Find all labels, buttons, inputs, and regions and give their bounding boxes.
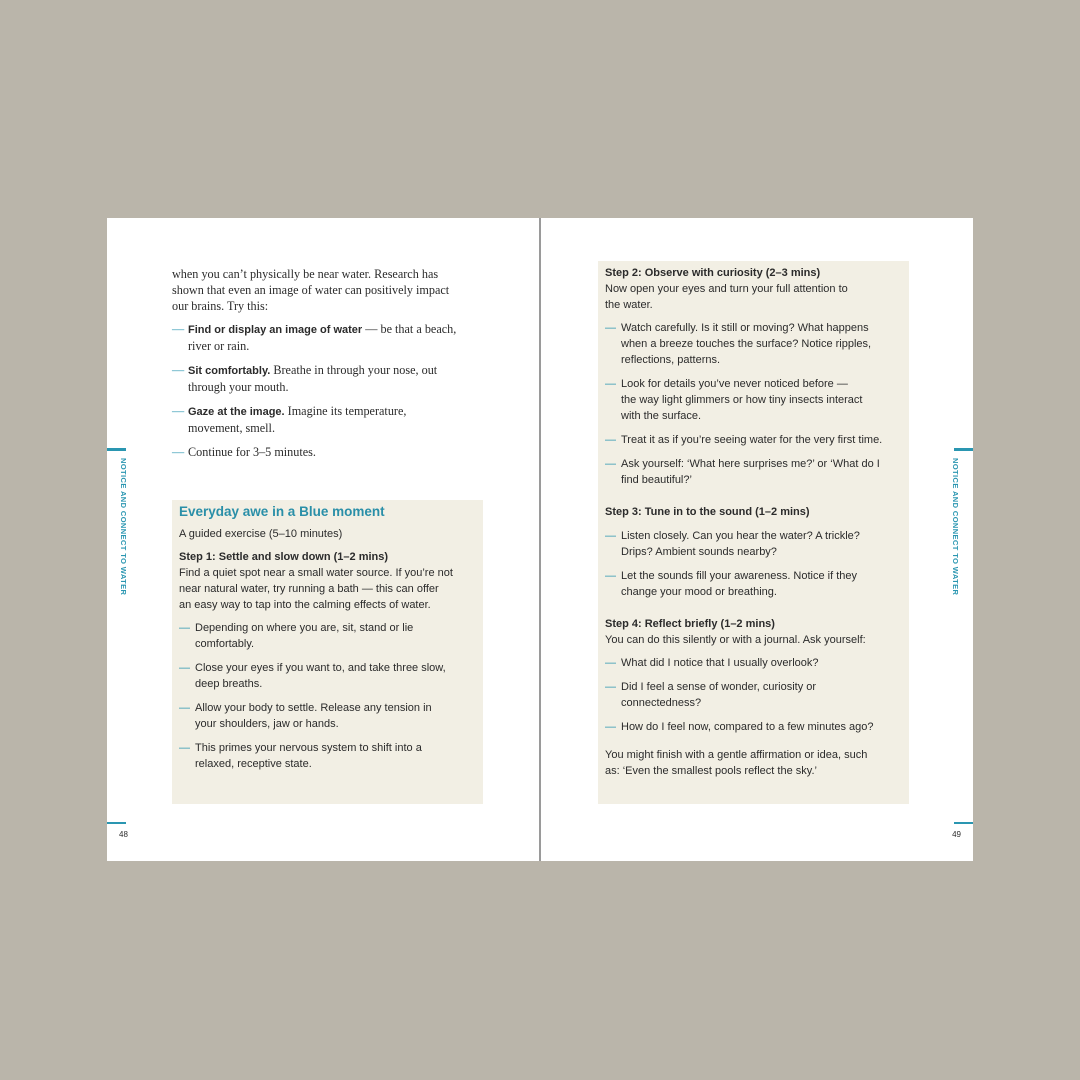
list-item: — How do I feel now, compared to a few minutes ago? [605, 721, 874, 733]
step-title: Step 4: Reflect briefly (1–2 mins) [605, 618, 775, 630]
dash-marker: — [605, 570, 616, 582]
dash-marker: — [605, 681, 616, 693]
tab-accent-line [954, 448, 973, 451]
dash-marker: — [172, 322, 185, 336]
dash-marker: — [172, 445, 185, 459]
list-item: — Find or display an image of water — be that a beach, river or rain. [172, 322, 457, 353]
dash-marker: — [172, 363, 185, 377]
folio-accent-line [107, 822, 126, 824]
dash-marker: — [605, 378, 616, 390]
list-item: — Allow your body to settle. Release any tension in your shoulders, jaw or hands. [179, 702, 432, 730]
closing-paragraph: You might finish with a gentle affirmation or idea, such as: ‘Even the smallest pools reflect the sky.’ [605, 749, 868, 777]
dash-marker: — [179, 622, 190, 634]
section-tab [951, 448, 960, 628]
dash-marker: — [605, 530, 616, 542]
left-page [107, 218, 539, 861]
list-item: — What did I notice that I usually overlook? [605, 657, 819, 669]
step-title: Step 2: Observe with curiosity (2–3 mins) [605, 267, 821, 279]
intro-text [172, 266, 492, 468]
list-item: — Gaze at the image. Imagine its temperature, movement, smell. [172, 404, 407, 435]
step-title: Step 1: Settle and slow down (1–2 mins) [179, 551, 389, 563]
list-item: — Sit comfortably. Breathe in through your nose, out through your mouth. [172, 363, 438, 394]
section-tab-label: NOTICE AND CONNECT TO WATER [119, 458, 128, 596]
dash-marker: — [605, 434, 616, 446]
exercise-title: Everyday awe in a Blue moment [179, 504, 385, 519]
dash-marker: — [179, 702, 190, 714]
list-item: — Look for details you’ve never noticed before — the way light glimmers or how tiny insects interact with the surface. [605, 378, 863, 422]
list-item: — Treat it as if you’re seeing water for the very first time. [605, 434, 883, 446]
step-title: Step 3: Tune in to the sound (1–2 mins) [605, 506, 810, 518]
exercise-box-continued [598, 261, 909, 804]
list-item: — This primes your nervous system to shift into a relaxed, receptive state. [179, 742, 422, 770]
list-item: — Watch carefully. Is it still or moving? What happens when a breeze touches the surface? Notice ripples, reflections, patterns. [605, 322, 872, 366]
dash-marker: — [179, 742, 190, 754]
exercise-subtitle: A guided exercise (5–10 minutes) [179, 528, 343, 540]
dash-marker: — [605, 657, 616, 669]
section-tab-label: NOTICE AND CONNECT TO WATER [951, 458, 960, 596]
list-item: — Continue for 3–5 minutes. [172, 445, 316, 459]
dash-marker: — [605, 322, 616, 334]
page-number: 49 [952, 830, 961, 839]
list-item: — Ask yourself: ‘What here surprises me?’ or ‘What do I find beautiful?’ [605, 458, 880, 486]
list-item: — Close your eyes if you want to, and take three slow, deep breaths. [179, 662, 446, 690]
dash-marker: — [179, 662, 190, 674]
list-item: — Let the sounds fill your awareness. Notice if they change your mood or breathing. [605, 570, 858, 598]
tab-accent-line [107, 448, 126, 451]
section-tab [119, 448, 128, 628]
list-item: — Depending on where you are, sit, stand or lie comfortably. [179, 622, 414, 650]
page-number: 48 [119, 830, 128, 839]
step-description: You can do this silently or with a journal. Ask yourself: [605, 634, 866, 646]
dash-marker: — [605, 721, 616, 733]
list-item: — Listen closely. Can you hear the water? A trickle? Drips? Ambient sounds nearby? [605, 530, 860, 558]
folio-accent-line [954, 822, 973, 824]
dash-marker: — [605, 458, 616, 470]
right-page [541, 218, 973, 861]
list-item: — Did I feel a sense of wonder, curiosity or connectedness? [605, 681, 817, 709]
step-description: Find a quiet spot near a small water source. If you’re not near natural water, try running a bath — this can offer an easy way to tap into the calming effects of water. [179, 567, 453, 611]
dash-marker: — [172, 404, 185, 418]
step-description: Now open your eyes and turn your full attention to the water. [605, 283, 848, 311]
exercise-box [172, 500, 483, 804]
intro-paragraph: when you can’t physically be near water. Research has shown that even an image of water can positively impact our brains. Try this: [172, 267, 450, 313]
